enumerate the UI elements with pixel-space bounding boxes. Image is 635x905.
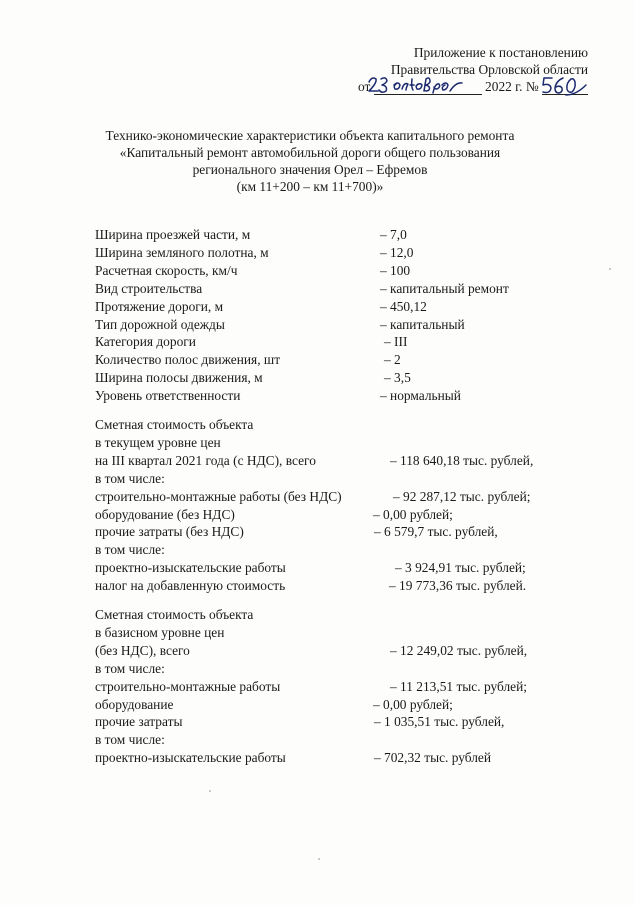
row-value: – 0,00 рублей; bbox=[373, 506, 453, 522]
scan-speck bbox=[209, 790, 211, 792]
row-label: Количество полос движения, шт bbox=[95, 352, 281, 368]
handwritten-date bbox=[366, 73, 478, 99]
row-value: – 3,5 bbox=[384, 370, 411, 386]
row-value: – 1 035,51 тыс. рублей, bbox=[374, 714, 505, 730]
row-label: оборудование bbox=[95, 696, 174, 712]
row-value: – 11 213,51 тыс. рублей; bbox=[390, 678, 527, 694]
row-value: – 3 924,91 тыс. рублей; bbox=[395, 560, 526, 576]
row-label: прочие затраты (без НДС) bbox=[95, 524, 244, 540]
row-value: – 6 579,7 тыс. рублей, bbox=[374, 524, 498, 540]
row-value: – нормальный bbox=[380, 388, 461, 404]
row-label: в том числе: bbox=[95, 732, 165, 748]
approval-year: 2022 г. № bbox=[485, 79, 539, 94]
row-label: Ширина земляного полотна, м bbox=[95, 244, 269, 260]
row-label: Категория дороги bbox=[95, 334, 196, 350]
scan-speck bbox=[609, 268, 611, 270]
row-label: в текущем уровне цен bbox=[95, 434, 221, 450]
row-value: – 7,0 bbox=[380, 227, 407, 242]
row-label: проектно-изыскательские работы bbox=[95, 750, 286, 766]
row-label: Расчетная скорость, км/ч bbox=[95, 262, 238, 278]
row-value: – 0,00 рублей; bbox=[373, 696, 453, 712]
row-value: – 92 287,12 тыс. рублей; bbox=[393, 488, 531, 504]
row-label: в том числе: bbox=[95, 542, 165, 558]
row-value: – 118 640,18 тыс. рублей, bbox=[390, 452, 534, 468]
approval-line-1: Приложение к постановлению bbox=[413, 45, 588, 60]
row-label: Сметная стоимость объекта bbox=[95, 417, 254, 432]
row-label: (без НДС), всего bbox=[95, 642, 190, 658]
row-value: – капитальный bbox=[380, 316, 465, 332]
row-label: проектно-изыскательские работы bbox=[95, 560, 286, 576]
row-label: на III квартал 2021 года (с НДС), всего bbox=[95, 452, 316, 468]
row-value: – 12 249,02 тыс. рублей, bbox=[390, 642, 528, 658]
title-line-1: Технико-экономические характеристики объекта капитального ремонта bbox=[105, 128, 515, 143]
document-title bbox=[90, 127, 530, 195]
row-value: – III bbox=[384, 334, 408, 350]
row-label: строительно-монтажные работы (без НДС) bbox=[95, 488, 342, 504]
title-line-4: (км 11+200 – км 11+700)» bbox=[236, 179, 384, 194]
row-value: – 19 773,36 тыс. рублей. bbox=[389, 578, 527, 594]
row-value: – 702,32 тыс. рублей bbox=[374, 750, 492, 766]
approval-line-2: Правительства Орловской области bbox=[390, 62, 588, 77]
title-line-2: «Капитальный ремонт автомобильной дороги общего пользования bbox=[119, 145, 501, 160]
row-label: Ширина проезжей части, м bbox=[95, 227, 251, 242]
row-label: в том числе: bbox=[95, 660, 165, 676]
handwritten-number bbox=[540, 73, 588, 99]
row-value: – капитальный ремонт bbox=[380, 280, 509, 296]
row-label: в том числе: bbox=[95, 470, 165, 486]
row-label: Вид строительства bbox=[95, 280, 203, 296]
row-value: – 100 bbox=[380, 262, 411, 278]
row-label: Тип дорожной одежды bbox=[95, 316, 225, 332]
row-label: оборудование (без НДС) bbox=[95, 506, 235, 522]
row-value: – 450,12 bbox=[380, 298, 427, 314]
row-label: налог на добавленную стоимость bbox=[95, 578, 286, 594]
scan-speck bbox=[318, 858, 320, 860]
row-label: Сметная стоимость объекта bbox=[95, 607, 254, 622]
row-label: Уровень ответственности bbox=[95, 388, 241, 404]
row-label: прочие затраты bbox=[95, 714, 183, 730]
title-line-3: регионального значения Орел – Ефремов bbox=[192, 162, 428, 177]
row-value: – 12,0 bbox=[380, 244, 414, 260]
approval-prefix: от bbox=[357, 79, 371, 94]
row-label: Ширина полосы движения, м bbox=[95, 370, 263, 386]
row-label: строительно-монтажные работы bbox=[95, 678, 281, 694]
row-label: Протяжение дороги, м bbox=[95, 298, 224, 314]
row-label: в базисном уровне цен bbox=[95, 624, 225, 640]
row-value: – 2 bbox=[384, 352, 401, 368]
